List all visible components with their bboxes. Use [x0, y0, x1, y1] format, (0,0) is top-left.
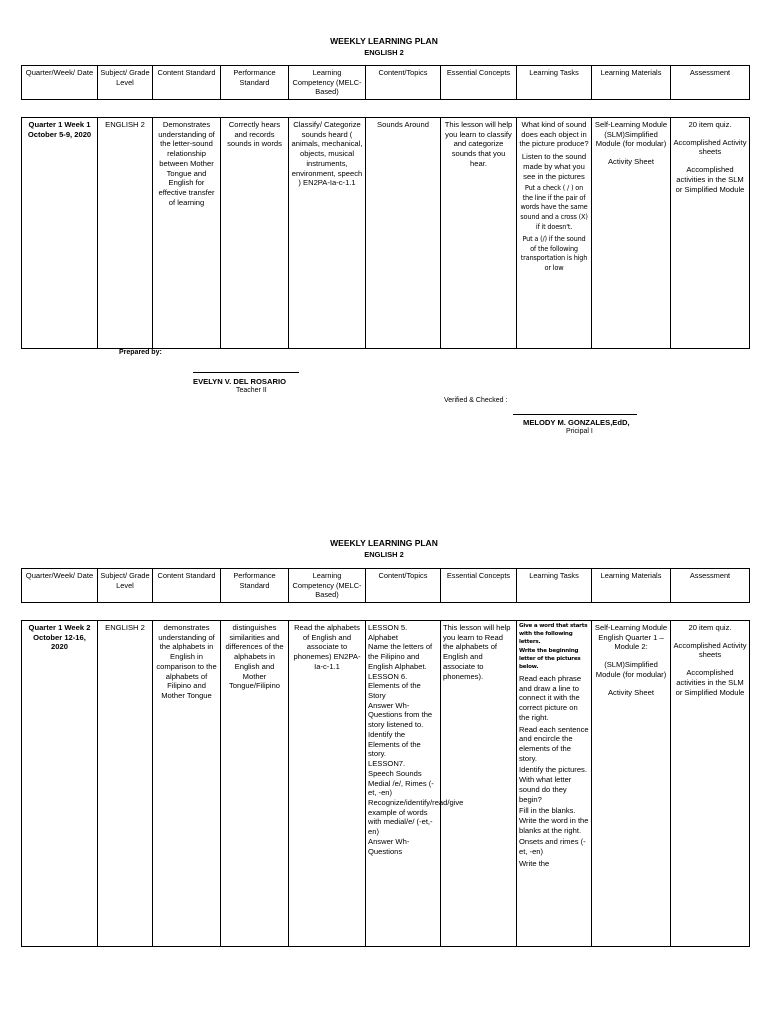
topic-line: LESSON 5.	[368, 623, 408, 632]
cell-topics	[366, 621, 464, 947]
task-item: Listen to the sound made by what you see in the pictures	[521, 152, 587, 181]
header-table	[21, 65, 750, 100]
material-item: (SLM)Simplified Module (for modular)	[595, 660, 667, 679]
plan-subtitle: ENGLISH 2	[364, 48, 404, 57]
teacher-signature-line	[193, 372, 299, 373]
topic-line: Alphabet	[368, 632, 398, 642]
principal-name: MELODY M. GONZALES,EdD,	[523, 418, 630, 427]
material-item: Activity Sheet	[607, 157, 654, 167]
topic-line: Name the letters of the Filipino and English Alphabet.	[368, 642, 433, 671]
material-item: Self-Learning Module (SLM)Simplified Module (for modular)	[594, 120, 668, 149]
header-content-standard: Content Standard	[153, 569, 221, 603]
topic-line: LESSON7.	[368, 759, 406, 769]
topic-line: Elements of the Story	[368, 681, 421, 701]
header-materials: Learning Materials	[592, 569, 671, 603]
cell-assessment	[671, 621, 750, 947]
cell-concepts: This lesson will help you learn to Read the alphabets of English and associate to phonemes).	[441, 621, 517, 947]
cell-tasks	[517, 621, 592, 947]
task-item: Read each sentence and encircle the elements of the story.	[519, 724, 589, 763]
cell-materials	[592, 621, 671, 947]
assessment-item: Accomplished activities in the SLM or Simplified Module	[675, 668, 745, 697]
topic-line: Answer Wh-Questions from the story listened to.	[368, 700, 433, 730]
task-item: Read each phrase and draw a line to connect it with the correct picture on the right.	[519, 673, 582, 722]
principal-title: Pricipal I	[566, 428, 593, 435]
topic-line: LESSON 6.	[368, 671, 408, 681]
cell-quarter: Quarter 1 Week 1 October 5-9, 2020	[22, 118, 98, 349]
plan-body-table	[21, 117, 750, 349]
cell-content-standard: demonstrates understanding of the alphabets in English in comparison to the alphabets of Filipino and Mother Tongue	[153, 621, 221, 947]
cell-topics: Sounds Around	[366, 118, 441, 349]
cell-concepts: This lesson will help you learn to classify and categorize sounds that you hear.	[441, 118, 517, 349]
header-tasks: Learning Tasks	[517, 569, 592, 603]
plan-subtitle: ENGLISH 2	[364, 550, 404, 559]
cell-subject: ENGLISH 2	[98, 118, 153, 349]
cell-quarter: Quarter 1 Week 2 October 12-16, 2020	[22, 621, 98, 947]
header-assessment: Assessment	[671, 66, 750, 100]
task-item: Write the beginning letter of the pictures below.	[519, 648, 581, 671]
assessment-item: 20 item quiz.	[688, 120, 732, 129]
header-table	[21, 568, 750, 603]
task-item: Give a word that starts with the following letters.	[519, 623, 588, 645]
header-content-standard: Content Standard	[153, 66, 221, 100]
cell-subject: ENGLISH 2	[98, 621, 153, 947]
header-competency: Learning Competency (MELC-Based)	[289, 66, 366, 100]
principal-signature-line	[513, 414, 637, 415]
task-item: Fill in the blanks. Write the word in the blanks at the right.	[519, 806, 589, 835]
header-tasks: Learning Tasks	[517, 66, 592, 100]
header-quarter: Quarter/Week/ Date	[22, 66, 98, 100]
header-subject: Subject/ Grade Level	[98, 569, 153, 603]
topic-line: Recognize/identify/read/give example of words with medial/e/ (-et,-en)	[368, 797, 464, 837]
topic-line: Identify the Elements of the story.	[368, 729, 421, 759]
cell-assessment	[671, 118, 750, 349]
header-materials: Learning Materials	[592, 66, 671, 100]
teacher-title: Teacher II	[236, 387, 267, 394]
header-assessment: Assessment	[671, 569, 750, 603]
task-item: Write the	[519, 858, 550, 868]
header-performance-standard: Performance Standard	[221, 66, 289, 100]
cell-tasks	[517, 118, 592, 349]
task-item: Put a (/) if the sound of the following transportation is high or low	[520, 235, 588, 272]
plan-body-table	[21, 620, 750, 947]
plan-title: WEEKLY LEARNING PLAN	[330, 36, 438, 46]
task-item: What kind of sound does each object in the picture produce?	[519, 120, 589, 149]
header-performance-standard: Performance Standard	[221, 569, 289, 603]
assessment-item: Accomplished Activity sheets	[673, 640, 747, 660]
topic-line: Speech Sounds Medial /e/, Rimes (-et, -en)	[368, 768, 434, 798]
verified-label: Verified & Checked :	[444, 397, 508, 404]
prepared-by-label: Prepared by:	[119, 349, 162, 356]
task-item: Onsets and rimes (-et, -en)	[519, 837, 586, 857]
header-topics: Content/Topics	[366, 569, 441, 603]
plan-title: WEEKLY LEARNING PLAN	[330, 538, 438, 548]
header-quarter: Quarter/Week/ Date	[22, 569, 98, 603]
weekly-plan-week1	[0, 0, 768, 500]
teacher-name: EVELYN V. DEL ROSARIO	[193, 377, 286, 386]
material-item: Activity Sheet	[607, 687, 654, 697]
assessment-item: 20 item quiz.	[688, 623, 732, 632]
assessment-item: Accomplished Activity sheets	[673, 137, 747, 157]
cell-materials	[592, 118, 671, 349]
assessment-item: Accomplished activities in the SLM or Simplified Module	[675, 165, 745, 194]
weekly-plan-week2	[0, 500, 768, 1024]
task-item: Put a check ( / ) on the line if the pair of words have the same sound and a cross (X) if it doesn't.	[520, 184, 588, 231]
topic-line: Answer Wh-Questions	[368, 836, 410, 856]
header-competency: Learning Competency (MELC-Based)	[289, 569, 366, 603]
header-topics: Content/Topics	[366, 66, 441, 100]
cell-competency: Classify/ Categorize sounds heard ( animals, mechanical, objects, musical instruments, environment, speech ) EN2PA-Ia-c-1.1	[289, 118, 366, 349]
task-item: Identify the pictures. With what letter sound do they begin?	[519, 765, 587, 804]
cell-competency: Read the alphabets of English and associate to phonemes) EN2PA-Ia-c-1.1	[289, 621, 366, 947]
header-concepts: Essential Concepts	[441, 569, 517, 603]
cell-performance-standard: distinguishes similarities and differences of the alphabets in English and Mother Tongue/Filipino	[221, 621, 289, 947]
header-concepts: Essential Concepts	[441, 66, 517, 100]
material-item: Self-Learning Module English Quarter 1 – Module 2:	[594, 623, 668, 652]
cell-performance-standard: Correctly hears and records sounds in words	[221, 118, 289, 349]
header-subject: Subject/ Grade Level	[98, 66, 153, 100]
cell-content-standard: Demonstrates understanding of the letter-sound relationship between Mother Tongue and English for effective transfer of learning	[153, 118, 221, 349]
